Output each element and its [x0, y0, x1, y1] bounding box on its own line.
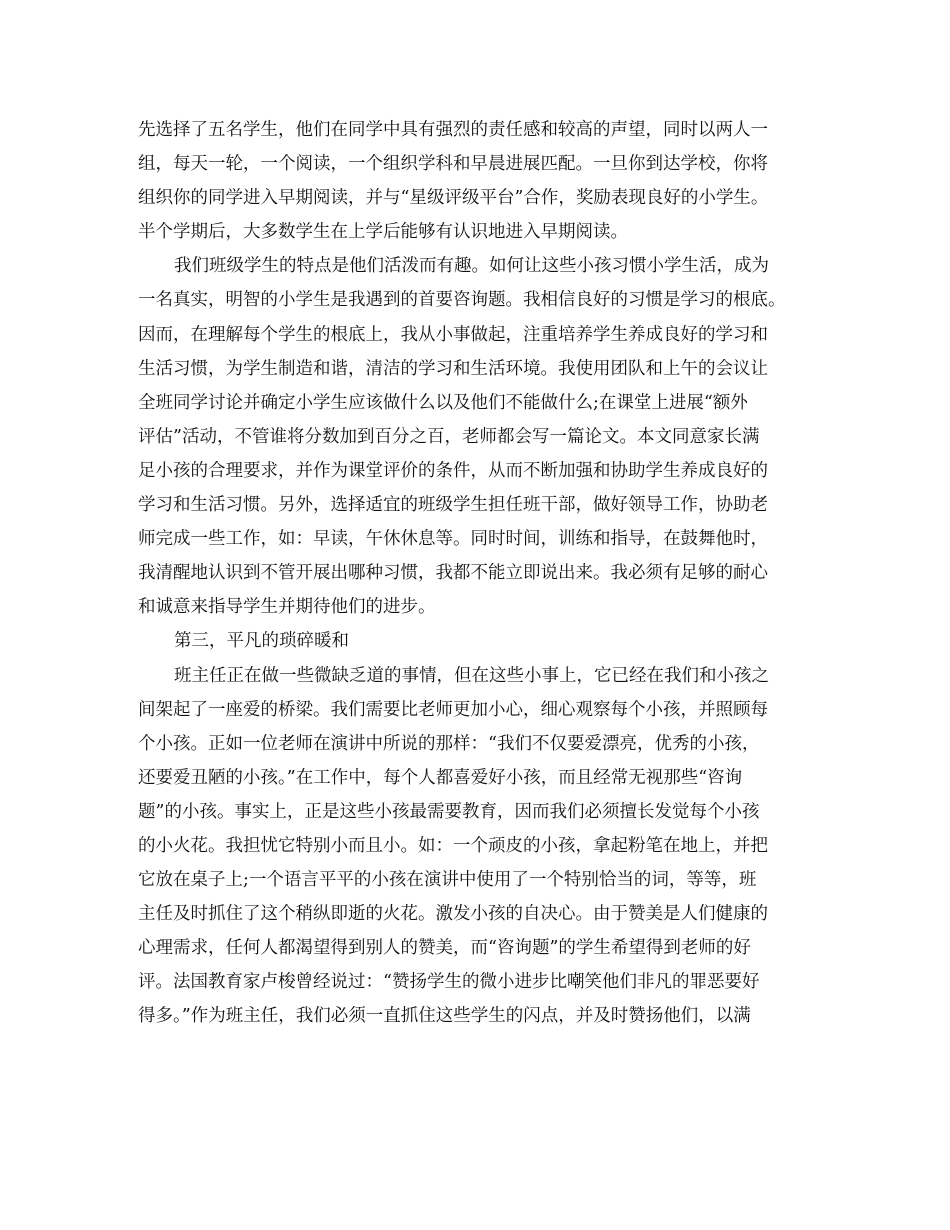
text-line: 评。法国教育家卢梭曾经说过：“赞扬学生的微小进步比嘲笑他们非凡的罪恶要好	[138, 972, 760, 993]
text-line: 第三，平凡的琐碎暖和	[174, 631, 349, 652]
text-line: 全班同学讨论并确定小学生应该做什么以及他们不能做什么;在课堂上进展“额外	[138, 392, 748, 413]
text-line: 一名真实，明智的小学生是我遇到的首要咨询题。我相信良好的习惯是学习的根底。	[138, 290, 786, 311]
text-line: 个小孩。正如一位老师在演讲中所说的那样：“我们不仅要爱漂亮，优秀的小孩，	[138, 733, 760, 754]
document-body	[138, 113, 814, 1034]
text-line: 因而，在理解每个学生的根底上，我从小事做起，注重培养学生养成良好的学习和	[138, 324, 768, 345]
paragraph-student-leaders	[138, 113, 814, 249]
text-line: 先选择了五名学生，他们在同学中具有强烈的责任感和较高的声望，同时以两人一	[138, 120, 768, 140]
text-line: 我清醒地认识到不管开展出哪种习惯，我都不能立即说出来。我必须有足够的耐心	[138, 563, 768, 584]
text-line: 的小火花。我担忧它特别小而且小。如：一个顽皮的小孩，拿起粉笔在地上，并把	[138, 835, 768, 856]
text-line: 间架起了一座爱的桥梁。我们需要比老师更加小心，细心观察每个小孩，并照顾每	[138, 699, 768, 720]
text-line: 半个学期后，大多数学生在上学后能够有认识地进入早期阅读。	[138, 222, 628, 243]
text-line: 它放在桌子上;一个语言平平的小孩在演讲中使用了一个特别恰当的词，等等，班	[138, 870, 757, 891]
text-line: 足小孩的合理要求，并作为课堂评价的条件，从而不断加强和协助学生养成良好的	[138, 460, 768, 481]
text-line: 和诚意来指导学生并期待他们的进步。	[138, 597, 436, 618]
text-line: 主任及时抓住了这个稍纵即逝的火花。激发小孩的自决心。由于赞美是人们健康的	[138, 904, 768, 925]
text-line: 题”的小孩。事实上，正是这些小孩最需要教育，因而我们必须擅长发觉每个小孩	[138, 801, 760, 822]
text-line: 评估”活动，不管谁将分数加到百分之百，老师都会写一篇论文。本文同意家长满	[138, 426, 760, 447]
text-line: 得多。”作为班主任，我们必须一直抓住这些学生的闪点，并及时赞扬他们，以满	[138, 1006, 751, 1027]
text-line: 生活习惯，为学生制造和谐，清洁的学习和生活环境。我使用团队和上午的会议让	[138, 358, 768, 379]
text-line: 师完成一些工作，如：早读，午休休息等。同时时间，训练和指导，在鼓舞他时，	[138, 529, 768, 550]
paragraph-small-things	[138, 659, 814, 1034]
text-line: 班主任正在做一些微缺乏道的事情，但在这些小事上，它已经在我们和小孩之	[174, 665, 769, 686]
text-line: 学习和生活习惯。另外，选择适宜的班级学生担任班干部，做好领导工作，协助老	[138, 495, 768, 516]
text-line: 还要爱丑陋的小孩。”在工作中，每个人都喜爱好小孩，而且经常无视那些“咨询	[138, 767, 743, 788]
section-heading-third	[138, 624, 814, 658]
text-line: 组，每天一轮，一个阅读，一个组织学科和早晨进展匹配。一旦你到达学校，你将	[138, 154, 768, 175]
text-line: 我们班级学生的特点是他们活泼而有趣。如何让这些小孩习惯小学生活，成为	[174, 256, 769, 277]
text-line: 心理需求，任何人都渴望得到别人的赞美，而“咨询题”的学生希望得到老师的好	[138, 938, 751, 959]
text-line: 组织你的同学进入早期阅读，并与“星级评级平台”合作，奖励表现良好的小学生。	[138, 188, 769, 209]
paragraph-class-habits	[138, 249, 814, 624]
